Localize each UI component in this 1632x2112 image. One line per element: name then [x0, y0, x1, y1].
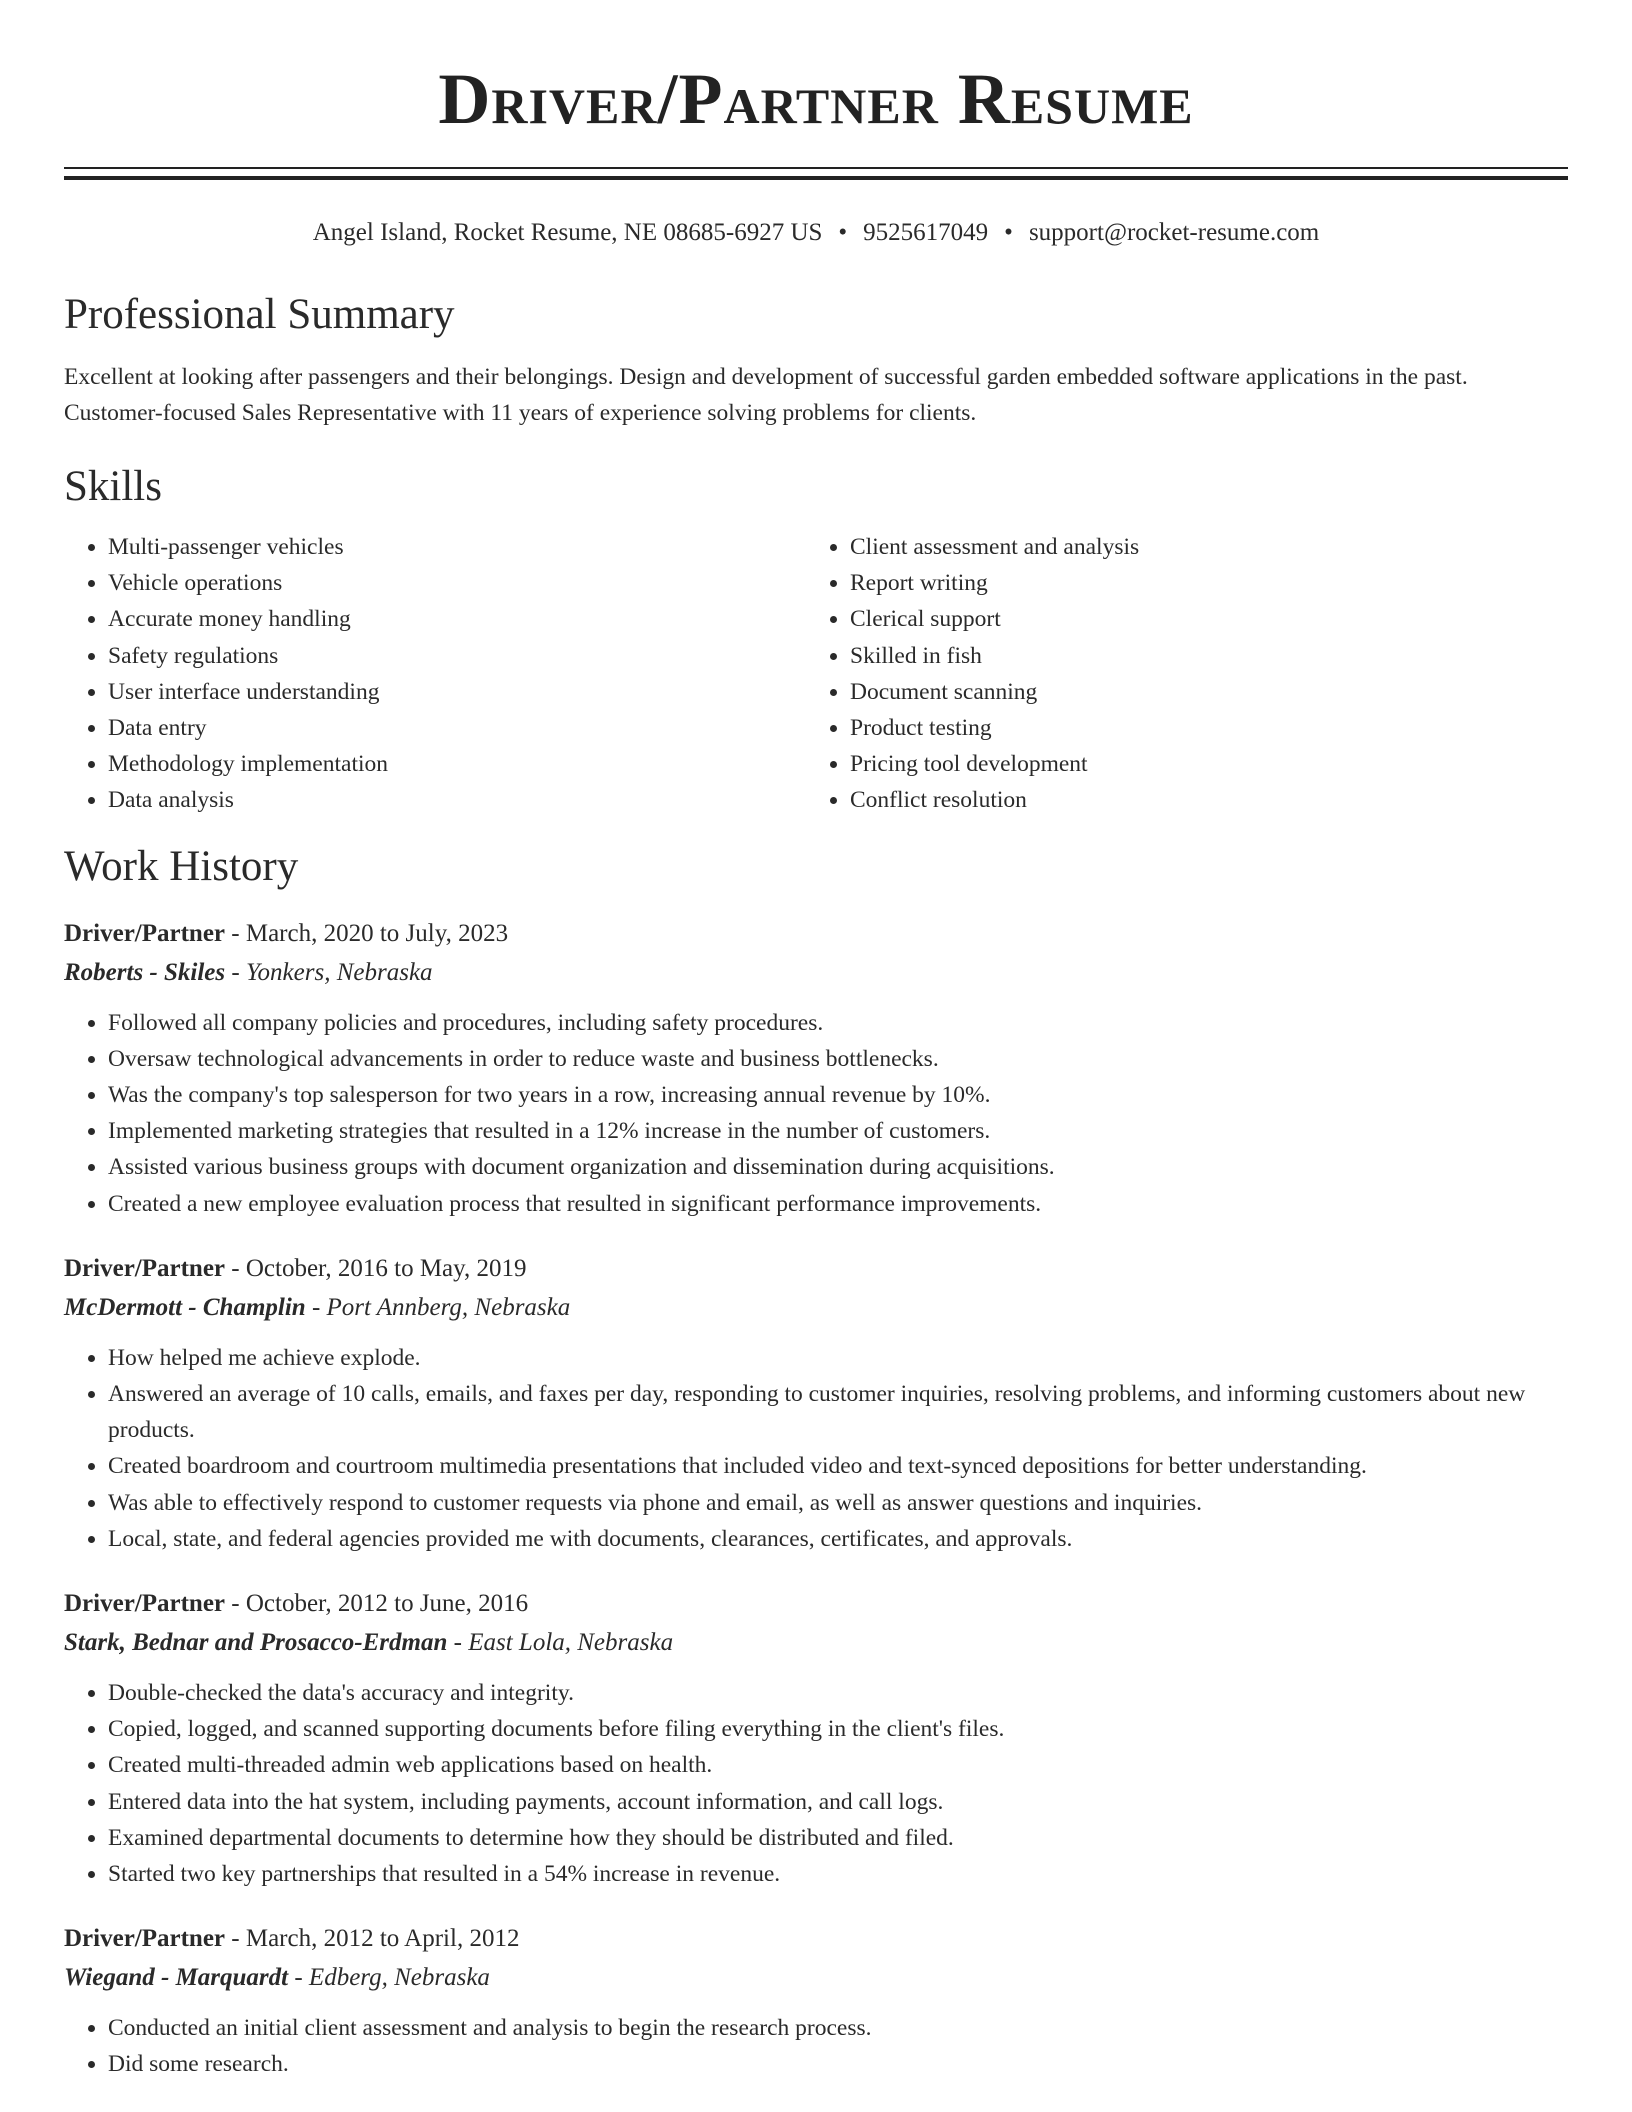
skill-item: • Data entry [108, 710, 806, 746]
job-title-line [64, 1920, 1568, 1958]
job-title-line [64, 915, 1568, 953]
job-title: Driver/Partner [64, 1254, 226, 1282]
skill-item: • Skilled in fish [850, 638, 1550, 674]
duty-item: • Answered an average of 10 calls, emails, and faxes per day, responding to customer inquiries, resolving problems, and informing customers about new products. [108, 1376, 1568, 1448]
skill-item: • Product testing [850, 710, 1550, 746]
skill-item: • Report writing [850, 565, 1550, 601]
duty-item: • Entered data into the hat system, including payments, account information, and call logs. [108, 1784, 1568, 1820]
job-duties [64, 1340, 1568, 1557]
job-duties [64, 2010, 1568, 2082]
contact-phone: 9525617049 [863, 219, 989, 246]
duty-item: • Created boardroom and courtroom multimedia presentations that included video and text-synced depositions for better understanding. [108, 1448, 1568, 1484]
contact-separator: • [838, 219, 848, 246]
job-company-line [64, 953, 1568, 993]
skill-item: • Clerical support [850, 601, 1550, 637]
duty-item: • Did some research. [108, 2046, 1568, 2082]
job-entry [64, 915, 1568, 1222]
resume-page [64, 0, 1568, 2083]
job-company: Roberts - Skiles [64, 958, 226, 986]
contact-separator: • [1004, 219, 1013, 246]
duty-item: • Oversaw technological advancements in order to reduce waste and business bottlenecks. [108, 1041, 1568, 1077]
job-company: Stark, Bednar and Prosacco-Erdman [64, 1629, 448, 1657]
skill-item: • Vehicle operations [108, 565, 806, 601]
job-title: Driver/Partner [64, 919, 226, 947]
skill-item: • Safety regulations [108, 638, 806, 674]
skills-list-right [806, 529, 1550, 819]
job-company-line [64, 1958, 1568, 1998]
job-entry [64, 1920, 1568, 2082]
contact-line [64, 218, 1568, 248]
duty-item: • Double-checked the data's accuracy and integrity. [108, 1675, 1568, 1711]
duty-item: • Was able to effectively respond to customer requests via phone and email, as well as answer questions and inquiries. [108, 1485, 1568, 1521]
skill-item: • User interface understanding [108, 674, 806, 710]
skill-item: • Document scanning [850, 674, 1550, 710]
job-dates: - October, 2012 to June, 2016 [225, 1590, 529, 1618]
skill-item: • Methodology implementation [108, 746, 806, 782]
skill-item: • Multi-passenger vehicles [108, 529, 806, 565]
duty-item: • Created multi-threaded admin web applications based on health. [108, 1747, 1568, 1783]
job-location: - Yonkers, Nebraska [225, 958, 433, 986]
duty-item: • Was the company's top salesperson for two years in a row, increasing annual revenue by 10%. [108, 1077, 1568, 1113]
job-location: - East Lola, Nebraska [447, 1629, 674, 1657]
job-title-line [64, 1250, 1568, 1288]
job-company-line [64, 1623, 1568, 1663]
skills-heading: Skills [64, 463, 162, 510]
job-duties [64, 1005, 1568, 1222]
job-company-line [64, 1288, 1568, 1328]
job-duties [64, 1675, 1568, 1892]
job-title: Driver/Partner [64, 1925, 226, 1953]
job-company: Wiegand - Marquardt [64, 1964, 289, 1992]
job-dates: - March, 2020 to July, 2023 [225, 919, 509, 947]
job-title-line [64, 1585, 1568, 1623]
contact-address: Angel Island, Rocket Resume, NE 08685-6927 US [312, 219, 823, 246]
summary-text: Excellent at looking after passengers and their belongings. Design and development of successful garden embedded software applications in the past. Customer-focused Sales Representative with 11 years of experience solving problems for clients. [64, 364, 1468, 426]
summary-heading: Professional Summary [64, 291, 455, 338]
job-entry [64, 1250, 1568, 1557]
duty-item: • How helped me achieve explode. [108, 1340, 1568, 1376]
skills-grid [64, 529, 1568, 819]
job-company: McDermott - Champlin [64, 1293, 306, 1321]
skill-item: • Data analysis [108, 782, 806, 818]
job-location: - Edberg, Nebraska [288, 1964, 490, 1992]
contact-email: support@rocket-resume.com [1028, 219, 1320, 246]
duty-item: • Examined departmental documents to determine how they should be distributed and filed. [108, 1820, 1568, 1856]
duty-item: • Conducted an initial client assessment and analysis to begin the research process. [108, 2010, 1568, 2046]
title-double-rule [64, 167, 1568, 180]
skill-item: • Accurate money handling [108, 601, 806, 637]
duty-item: • Started two key partnerships that resulted in a 54% increase in revenue. [108, 1856, 1568, 1892]
duty-item: • Implemented marketing strategies that resulted in a 12% increase in the number of customers. [108, 1113, 1568, 1149]
job-entry [64, 1585, 1568, 1892]
work-history-heading: Work History [64, 842, 299, 890]
work-history-list [64, 915, 1568, 2083]
skills-list-left [64, 529, 806, 819]
duty-item: • Created a new employee evaluation process that resulted in significant performance improvements. [108, 1186, 1568, 1222]
job-dates: - March, 2012 to April, 2012 [225, 1925, 520, 1953]
duty-item: • Copied, logged, and scanned supporting documents before filing everything in the client's files. [108, 1711, 1568, 1747]
job-dates: - October, 2016 to May, 2019 [225, 1254, 527, 1282]
job-title: Driver/Partner [64, 1590, 226, 1618]
resume-title: Driver/Partner Resume [438, 59, 1194, 139]
job-location: - Port Annberg, Nebraska [305, 1293, 571, 1321]
skill-item: • Client assessment and analysis [850, 529, 1550, 565]
duty-item: • Assisted various business groups with document organization and dissemination during acquisitions. [108, 1149, 1568, 1185]
duty-item: • Local, state, and federal agencies provided me with documents, clearances, certificates, and approvals. [108, 1521, 1568, 1557]
skill-item: • Pricing tool development [850, 746, 1550, 782]
skill-item: • Conflict resolution [850, 782, 1550, 818]
duty-item: • Followed all company policies and procedures, including safety procedures. [108, 1005, 1568, 1041]
